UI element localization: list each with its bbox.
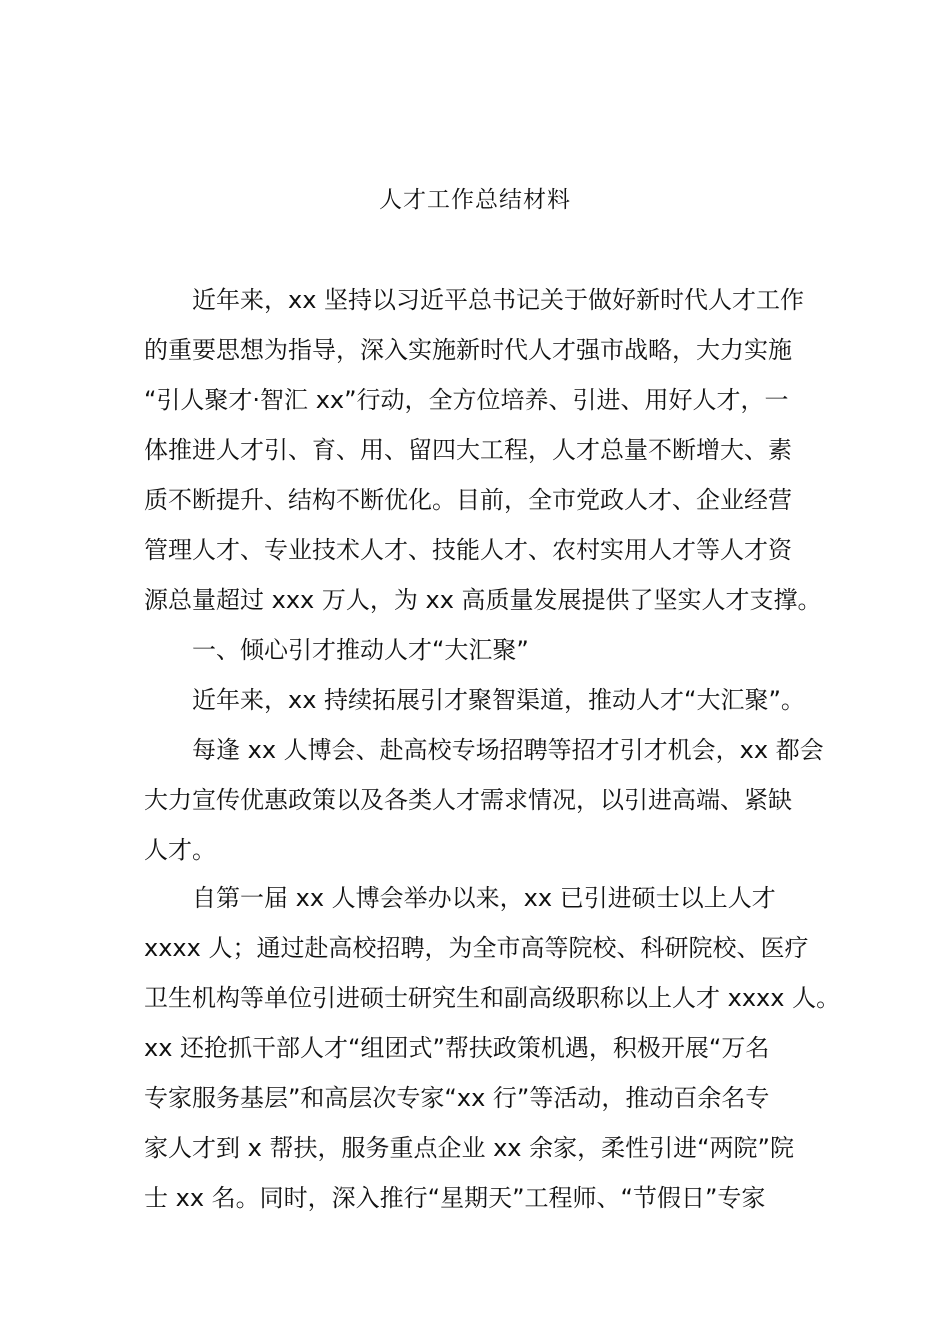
paragraph-line: 质不断提升、结构不断优化。目前，全市党政人才、企业经营 — [144, 486, 792, 514]
paragraph-line: 体推进人才引、育、用、留四大工程，人才总量不断增大、素 — [144, 436, 792, 464]
paragraph-line: 大力宣传优惠政策以及各类人才需求情况，以引进高端、紧缺 — [144, 786, 792, 814]
document-title: 人才工作总结材料 — [379, 187, 571, 213]
section-heading: 一、倾心引才推动人才“大汇聚” — [192, 636, 529, 664]
paragraph-line: 人才。 — [144, 836, 216, 864]
paragraph-line: 近年来，xx 持续拓展引才聚智渠道，推动人才“大汇聚”。 — [192, 686, 805, 714]
paragraph-line: 每逢 xx 人博会、赴高校专场招聘等招才引才机会，xx 都会 — [192, 736, 824, 764]
paragraph-line: 管理人才、专业技术人才、技能人才、农村实用人才等人才资 — [144, 536, 792, 564]
paragraph-line: 卫生机构等单位引进硕士研究生和副高级职称以上人才 xxxx 人。 — [144, 984, 841, 1012]
paragraph-line: xx 还抢抓干部人才“组团式”帮扶政策机遇，积极开展“万名 — [144, 1034, 770, 1062]
paragraph-line: 家人才到 x 帮扶，服务重点企业 xx 余家，柔性引进“两院”院 — [144, 1134, 794, 1162]
paragraph-line: “引人聚才·智汇 xx”行动，全方位培养、引进、用好人才，一 — [144, 386, 789, 414]
paragraph-line: 专家服务基层”和高层次专家“xx 行”等活动，推动百余名专 — [144, 1084, 770, 1112]
paragraph-line: 自第一届 xx 人博会举办以来，xx 已引进硕士以上人才 — [192, 884, 776, 912]
paragraph-line: xxxx 人；通过赴高校招聘，为全市高等院校、科研院校、医疗 — [144, 934, 809, 962]
paragraph-line: 士 xx 名。同时，深入推行“星期天”工程师、“节假日”专家 — [144, 1184, 766, 1212]
paragraph-line: 近年来，xx 坚持以习近平总书记关于做好新时代人才工作 — [192, 286, 805, 314]
paragraph-line: 源总量超过 xxx 万人，为 xx 高质量发展提供了坚实人才支撑。 — [144, 586, 822, 614]
paragraph-line: 的重要思想为指导，深入实施新时代人才强市战略，大力实施 — [144, 336, 792, 364]
